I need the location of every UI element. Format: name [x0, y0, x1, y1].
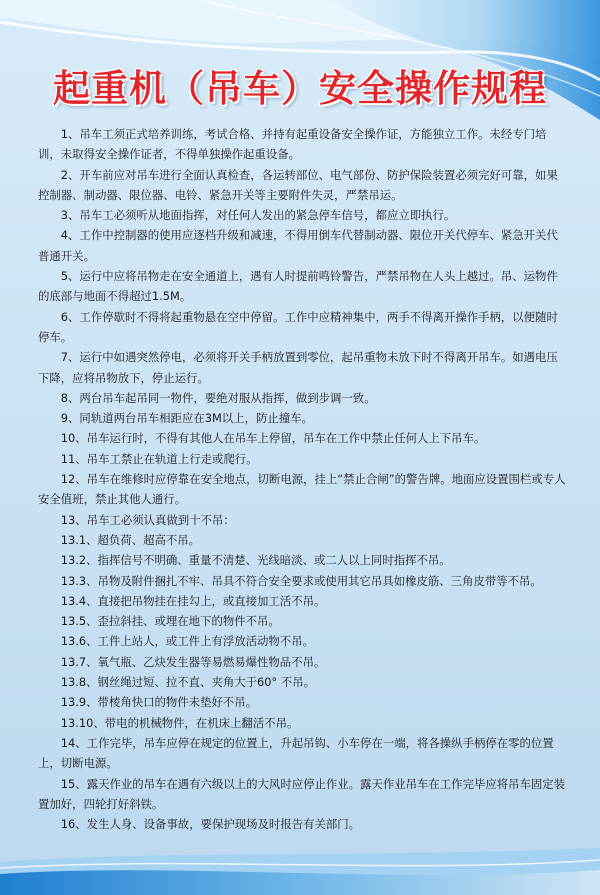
rule-item: 10、吊车运行时，不得有其他人在吊车上停留，吊车在工作中禁止任何人上下吊车。	[60, 431, 486, 446]
rule-item: 11、吊车工禁止在轨道上行走或爬行。	[60, 451, 258, 466]
rule-item: 13.9、带棱角快口的物件未垫好不吊。	[60, 695, 258, 710]
rule-item: 13.8、钢丝绳过短、拉不直、夹角大于60° 不吊。	[60, 675, 316, 690]
rule-item: 2、开车前应对吊车进行全面认真检查，各运转部位、电气部份、防护保险装置必须完好可靠，如果控制器、制动器、限位器、电铃、紧急开关等主要附件失灵，严禁吊运。	[38, 167, 558, 202]
rule-item: 7、运行中如遇突然停电，必须将开关手柄放置到零位，起吊重物未放下时不得离开吊车。如遇电压下降，应将吊物放下，停止运行。	[38, 350, 558, 385]
rule-item: 8、两台吊车起吊同一物件，要绝对服从指挥，做到步调一致。	[60, 390, 376, 405]
rule-item: 3、吊车工必须听从地面指挥，对任何人发出的紧急停车信号，都应立即执行。	[60, 208, 456, 223]
rule-item: 16、发生人身、设备事故，要保护现场及时报告有关部门。	[60, 817, 361, 832]
rule-item: 5、运行中应将吊物走在安全通道上，遇有人时提前鸣铃警告，严禁吊物在人头上越过。吊、运物件的底部与地面不得超过1.5M。	[38, 269, 558, 304]
rule-item: 4、工作中控制器的使用应逐档升级和减速，不得用倒车代替制动器、限位开关代停车、紧急开关代普通开关。	[38, 228, 558, 263]
rule-item: 14、工作完毕，吊车应停在规定的位置上，升起吊钩、小车停在一端，将各操纵手柄停在零的位置上，切断电源。	[38, 735, 554, 771]
rule-item: 13.3、吊物及附件捆扎不牢、吊具不符合安全要求或使用其它吊具如橡皮筋、三角皮带等不吊。	[60, 573, 542, 588]
rule-item: 13.2、指挥信号不明确、重量不清楚、光线暗淡、或二人以上同时指挥不吊。	[60, 553, 451, 568]
rule-item: 13.5、歪拉斜挂、或埋在地下的物件不吊。	[60, 614, 280, 629]
rule-item: 13.1、超负荷、超高不吊。	[60, 532, 201, 547]
rules-list	[38, 124, 568, 834]
rule-item: 13.10、带电的机械物件，在机床上翻活不吊。	[60, 715, 299, 730]
rule-item: 13.4、直接把吊物挂在挂勾上，或直接加工活不吊。	[60, 593, 326, 608]
rule-item: 6、工作停歇时不得将起重物悬在空中停留。工作中应精神集中，两手不得离开操作手柄，以便随时停车。	[38, 309, 558, 344]
rule-item: 15、露天作业的吊车在遇有六级以上的大风时应停止作业。露天作业吊车在工作完毕应将吊车固定装置加好，四轮打好斜铁。	[38, 776, 566, 811]
page-title: 起重机（吊车）安全操作规程	[53, 67, 547, 110]
rule-item: 9、同轨道两台吊车相距应在3M以上，防止撞车。	[60, 411, 313, 426]
rule-item: 13.6、工件上站人，或工件上有浮放活动物不吊。	[60, 634, 314, 649]
rule-item: 1、吊车工须正式培养训练，考试合格、并持有起重设备安全操作证，方能独立工作。未经专门培训，未取得安全操作证者，不得单独操作起重设备。	[38, 127, 547, 162]
rule-item: 13、吊车工必须认真做到十不吊：	[60, 512, 235, 527]
rule-item: 13.7、氧气瓶、乙炔发生器等易燃易爆性物品不吊。	[60, 654, 326, 669]
rule-item: 12、吊车在维修时应停靠在安全地点，切断电源，挂上“禁止合闸”的警告牌。地面应设置围栏或专人安全值班，禁止其他人通行。	[38, 472, 566, 507]
